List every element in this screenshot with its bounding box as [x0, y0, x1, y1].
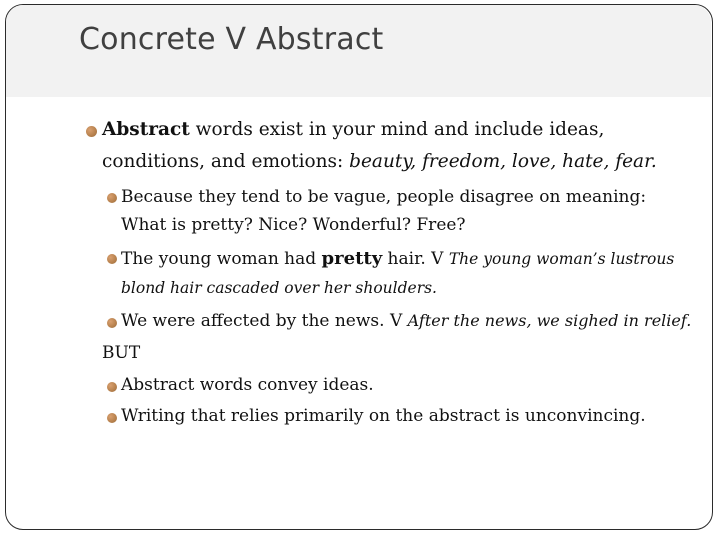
sub-bullet-vague-line2: What is pretty? Nice? Wonderful? Free?: [121, 215, 466, 235]
sub-bullet-dot-icon: [107, 413, 117, 423]
news-sentence: We were affected by the news. V: [121, 311, 408, 331]
slide-title: Concrete V Abstract: [79, 22, 384, 57]
sub-bullet-pretty-line1: [121, 248, 674, 269]
abstract-definition-cont: conditions, and emotions:: [102, 151, 350, 172]
bullet-abstract-line2: [102, 151, 657, 172]
sub-bullet-convey: Abstract words convey ideas.: [121, 375, 374, 395]
sub-bullet-news: [121, 311, 691, 331]
abstract-examples: beauty, freedom, love, hate, fear.: [349, 151, 657, 172]
bullet-abstract-line1: [102, 119, 604, 140]
sub-bullet-dot-icon: [107, 382, 117, 392]
sub-bullet-dot-icon: [107, 254, 117, 264]
sub-bullet-vague-line1: Because they tend to be vague, people disagree on meaning:: [121, 187, 647, 207]
lustrous-example: The young woman’s lustrous: [448, 250, 675, 268]
but-label: BUT: [102, 343, 141, 363]
abstract-term: Abstract: [102, 119, 190, 140]
pretty-word: pretty: [321, 248, 383, 269]
sub-bullet-dot-icon: [107, 318, 117, 328]
sub-bullet-unconvincing: Writing that relies primarily on the abstract is unconvincing.: [121, 406, 646, 426]
news-example: After the news, we sighed in relief.: [407, 311, 692, 330]
bullet-dot-icon: [86, 126, 97, 137]
abstract-definition: words exist in your mind and include ideas,: [189, 119, 605, 140]
pretty-sentence-end: hair. V: [382, 249, 449, 269]
sub-bullet-dot-icon: [107, 193, 117, 203]
lustrous-example-cont: blond hair cascaded over her shoulders.: [121, 279, 437, 297]
sub-bullet-pretty-line2: [121, 279, 437, 297]
pretty-sentence-start: The young woman had: [121, 249, 322, 269]
